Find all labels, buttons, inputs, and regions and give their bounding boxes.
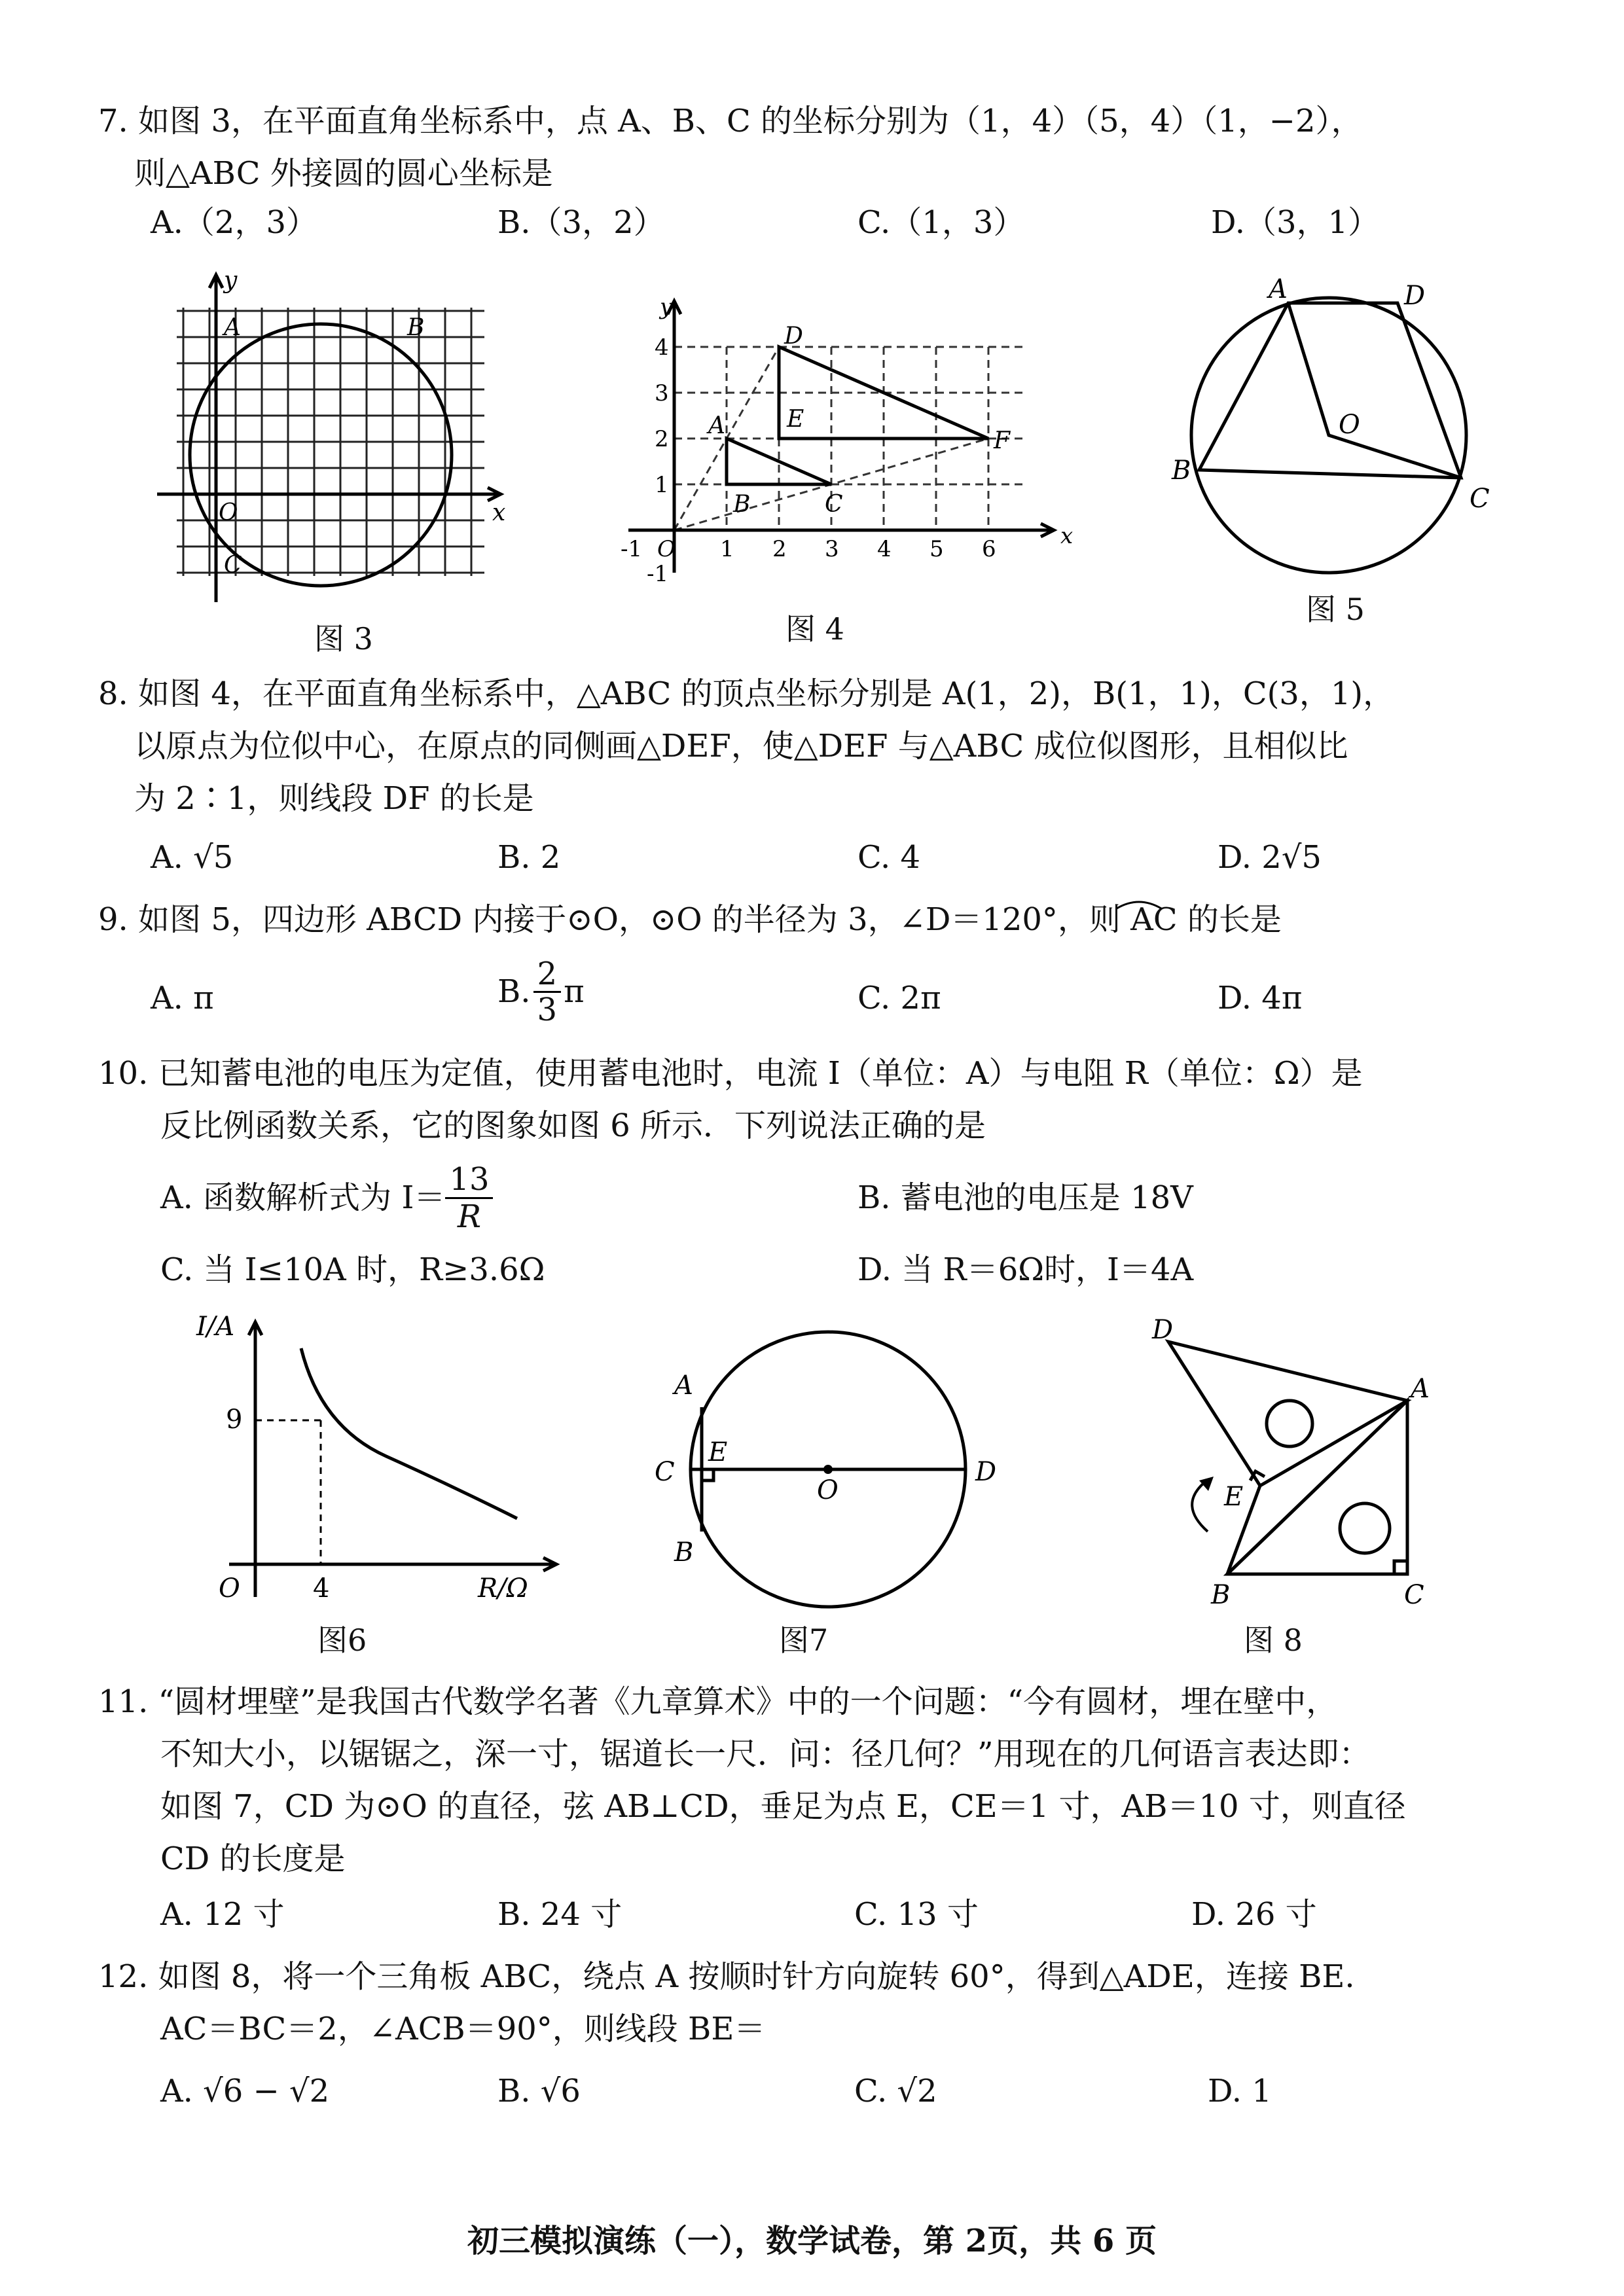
q10-option-a-fraction	[445, 1162, 493, 1234]
q7-line1: 7. 如图 3，在平面直角坐标系中，点 A、B、C 的坐标分别为（1，4）（5，4）（1，−2），	[98, 103, 1363, 139]
fig4-xtick: 1	[720, 536, 734, 562]
q9-option-a: A. π	[151, 980, 214, 1016]
fig7-caption: 图7	[779, 1623, 829, 1658]
fig4-ytick: 2	[655, 426, 669, 452]
q11-option-d: D. 26 寸	[1191, 1896, 1317, 1933]
figure-6	[190, 1309, 583, 1610]
fig7-point-b: B	[674, 1537, 694, 1568]
fig6-tick-4: 4	[313, 1573, 330, 1604]
q10-option-b: B. 蓄电池的电压是 18V	[857, 1179, 1193, 1216]
figure-8	[1132, 1309, 1499, 1610]
q10-line2: 反比例函数关系，它的图象如图 6 所示．下列说法正确的是	[160, 1107, 986, 1144]
fig8-point-e: E	[1224, 1482, 1244, 1512]
fig3-point-a: A	[224, 314, 241, 341]
q10-option-a-numerator: 13	[445, 1162, 493, 1199]
fig4-point-a: A	[708, 412, 725, 439]
q9-option-b-suffix: π	[564, 973, 585, 1010]
q9-line1: 9. 如图 5，四边形 ABCD 内接于⊙O，⊙O 的半径为 3，∠D＝120°，则 AC 的长是	[98, 901, 1282, 938]
fig7-center-o: O	[817, 1475, 839, 1505]
q8-option-b: B. 2	[497, 839, 561, 876]
q8-option-c: C. 4	[857, 839, 921, 876]
q9-option-b-denominator: 3	[537, 991, 558, 1028]
q11-line4: CD 的长度是	[160, 1840, 346, 1877]
fig8-point-d: D	[1152, 1315, 1174, 1345]
fig7-point-c: C	[655, 1457, 675, 1487]
q11-line2: 不知大小，以锯锯之，深一寸，锯道长一尺．问：径几何？”用现在的几何语言表达即：	[160, 1736, 1371, 1772]
q7-option-c: C.（1，3）	[857, 204, 1025, 241]
q11-option-a: A. 12 寸	[160, 1896, 285, 1933]
fig4-ytick: 3	[655, 380, 669, 406]
fig6-origin-label: O	[219, 1573, 240, 1604]
q10-option-a-prefix: A. 函数解析式为 I＝	[160, 1179, 446, 1216]
fig4-point-c: C	[825, 491, 843, 518]
fig4-xtick: -1	[621, 536, 643, 562]
figure-3	[144, 262, 511, 615]
fig4-xtick: 5	[929, 536, 944, 562]
fig5-caption: 图 5	[1306, 592, 1365, 627]
q12-option-d: D. 1	[1208, 2073, 1272, 2109]
q10-option-d: D. 当 R＝6Ω时，I＝4A	[857, 1251, 1194, 1288]
fig6-tick-9: 9	[226, 1405, 243, 1435]
fig4-xtick: 4	[877, 536, 892, 562]
q8-line3: 为 2∶1，则线段 DF 的长是	[134, 780, 534, 817]
fig4-point-b: B	[733, 491, 751, 518]
q8-line1: 8. 如图 4，在平面直角坐标系中，△ABC 的顶点坐标分别是 A(1，2)，B(1，1)，C(3，1)，	[98, 675, 1395, 712]
fig4-point-f: F	[994, 427, 1010, 454]
figure-4	[609, 275, 1080, 615]
q11-line3: 如图 7，CD 为⊙O 的直径，弦 AB⊥CD，垂足为点 E，CE＝1 寸，AB＝10 寸，则直径	[160, 1788, 1406, 1825]
q7-option-d: D.（3，1）	[1211, 204, 1380, 241]
fig6-y-axis-label: I/A	[196, 1312, 235, 1342]
q10-option-a	[160, 1152, 493, 1244]
fig4-xtick: 6	[982, 536, 996, 562]
fig4-x-label: x	[1060, 523, 1074, 549]
q12-option-b: B. √6	[497, 2073, 581, 2109]
fig4-xtick: 2	[772, 536, 787, 562]
q7-option-a: A.（2，3）	[151, 204, 318, 241]
q12-option-c: C. √2	[854, 2073, 937, 2109]
fig4-point-e: E	[787, 406, 804, 433]
q12-line2: AC＝BC＝2，∠ACB＝90°，则线段 BE＝	[160, 2011, 766, 2047]
fig5-point-c: C	[1470, 484, 1490, 514]
q10-option-a-denominator: R	[457, 1198, 482, 1235]
fig8-caption: 图 8	[1244, 1623, 1303, 1658]
fig7-point-a: A	[674, 1371, 693, 1401]
q12-line1: 12. 如图 8，将一个三角板 ABC，绕点 A 按顺时针方向旋转 60°，得到△ADE，连接 BE.	[98, 1958, 1355, 1995]
q9-option-c: C. 2π	[857, 980, 941, 1016]
fig6-caption: 图6	[317, 1623, 367, 1658]
fig7-point-e: E	[708, 1437, 728, 1467]
q11-option-b: B. 24 寸	[497, 1896, 623, 1933]
fig5-point-a: A	[1269, 274, 1288, 304]
fig8-point-b: B	[1211, 1580, 1231, 1610]
fig8-point-a: A	[1411, 1374, 1430, 1404]
fig5-point-d: D	[1404, 281, 1426, 311]
fig5-point-b: B	[1172, 456, 1191, 486]
fig8-point-c: C	[1404, 1580, 1424, 1610]
fig7-point-d: D	[975, 1457, 997, 1487]
fig4-ytick: -1	[647, 561, 669, 587]
page-footer: 初三模拟演练（一），数学试卷，第 2页，共 6 页	[467, 2223, 1157, 2259]
q11-option-c: C. 13 寸	[854, 1896, 979, 1933]
fig4-caption: 图 4	[785, 611, 844, 647]
fig3-x-label: x	[492, 499, 506, 526]
fig4-ytick: 1	[655, 472, 669, 498]
q10-option-c: C. 当 I≤10A 时，R≥3.6Ω	[160, 1251, 545, 1288]
figure-7	[648, 1309, 1041, 1610]
fig4-origin-label: O	[657, 536, 676, 562]
q7-line2: 则△ABC 外接圆的圆心坐标是	[134, 155, 553, 192]
fig4-y-label: y	[660, 294, 673, 320]
q12-option-a: A. √6 − √2	[160, 2073, 330, 2109]
fig3-point-b: B	[407, 314, 425, 341]
fig4-point-d: D	[784, 323, 803, 350]
q9-option-b-fraction	[533, 957, 562, 1027]
q9-option-d: D. 4π	[1218, 980, 1303, 1016]
q10-line1: 10. 已知蓄电池的电压为定值，使用蓄电池时，电流 I（单位：A）与电阻 R（单位：Ω）是	[98, 1055, 1363, 1092]
fig3-y-label: y	[224, 267, 238, 294]
fig5-center-o: O	[1339, 410, 1360, 440]
figure-5	[1139, 262, 1506, 602]
q8-option-a: A. √5	[151, 839, 234, 876]
q8-line2: 以原点为位似中心，在原点的同侧画△DEF，使△DEF 与△ABC 成位似图形，且相似比	[134, 728, 1348, 764]
fig4-ytick: 4	[655, 334, 669, 361]
q8-option-d: D. 2√5	[1218, 839, 1322, 876]
q7-option-b: B.（3，2）	[497, 204, 665, 241]
fig6-x-axis-label: R/Ω	[478, 1573, 528, 1604]
q11-line1: 11. “圆材埋壁”是我国古代数学名著《九章算术》中的一个问题：“今有圆材，埋在壁中，	[98, 1683, 1338, 1720]
q9-option-b-prefix: B.	[497, 973, 531, 1010]
fig4-xtick: 3	[825, 536, 839, 562]
fig3-origin-label: O	[219, 499, 238, 526]
fig3-caption: 图 3	[314, 621, 373, 656]
fig3-point-c: C	[224, 552, 242, 579]
arc-mark	[1113, 895, 1165, 911]
q9-option-b	[497, 949, 585, 1034]
q9-option-b-numerator: 2	[533, 957, 562, 993]
